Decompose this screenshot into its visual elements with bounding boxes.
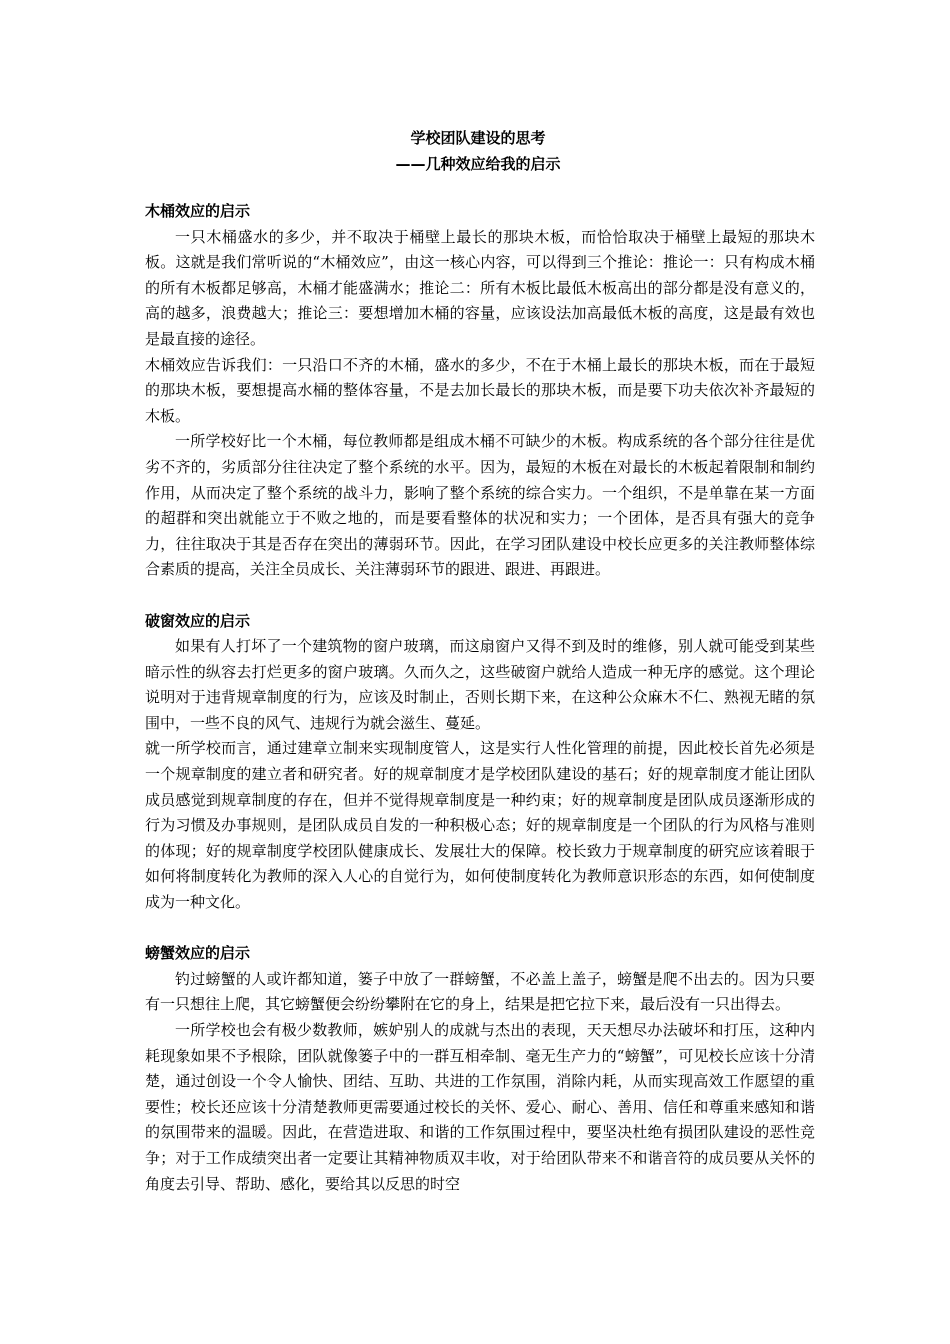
paragraph: 钓过螃蟹的人或许都知道，篓子中放了一群螃蟹，不必盖上盖子，螃蟹是爬不出去的。因为只要有一只想往上爬，其它螃蟹便会纷纷攀附在它的身上，结果是把它拉下来，最后没有一只出得去。: [145, 969, 815, 1014]
paragraph: 如果有人打坏了一个建筑物的窗户玻璃，而这扇窗户又得不到及时的维修，别人就可能受到某些暗示性的纵容去打烂更多的窗户玻璃。久而久之，这些破窗户就给人造成一种无序的感觉。这个理论说明对于违背规章制度的行为，应该及时制止，否则长期下来，在这种公众麻木不仁、熟视无睹的氛围中，一些不良的风气、违规行为就会滋生、蔓延。: [145, 637, 815, 732]
paragraph: 一所学校好比一个木桶，每位教师都是组成木桶不可缺少的木板。构成系统的各个部分往往是优劣不齐的，劣质部分往往决定了整个系统的水平。因为，最短的木板在对最长的木板起着限制和制约作用，从而决定了整个系统的战斗力，影响了整个系统的综合实力。一个组织，不是单靠在某一方面的超群和突出就能立于不败之地的，而是要看整体的状况和实力；一个团体，是否具有强大的竞争力，往往取决于其是否存在突出的薄弱环节。因此，在学习团队建设中校长应更多的关注教师整体综合素质的提高，关注全员成长、关注薄弱环节的跟进、跟进、再跟进。: [145, 432, 815, 579]
paragraph: 一所学校也会有极少数教师，嫉妒别人的成就与杰出的表现，天天想尽办法破坏和打压，这种内耗现象如果不予根除，团队就像篓子中的一群互相牵制、毫无生产力的“螃蟹”，可见校长应该十分清楚，通过创设一个令人愉快、团结、互助、共进的工作氛围，消除内耗，从而实现高效工作愿望的重要性；校长还应该十分清楚教师更需要通过校长的关怀、爱心、耐心、善用、信任和尊重来感知和谐的氛围带来的温暖。因此，在营造进取、和谐的工作氛围过程中，要坚决杜绝有损团队建设的恶性竞争；对于工作成绩突出者一定要让其精神物质双丰收，对于给团队带来不和谐音符的成员要从关怀的角度去引导、帮助、感化，要给其以反思的时空: [145, 1021, 815, 1193]
section-spacer: [145, 583, 815, 609]
section-heading-broken-window: 破窗效应的启示: [145, 611, 251, 630]
document-body: [145, 199, 815, 1197]
document-title: 学校团队建设的思考: [410, 129, 546, 147]
section-heading-crab: 螃蟹效应的启示: [145, 944, 251, 963]
paragraph: 一只木桶盛水的多少，并不取决于桶壁上最长的那块木板，而恰恰取决于桶壁上最短的那块木板。这就是我们常听说的“木桶效应”，由这一核心内容，可以得到三个推论：推论一：只有构成木桶的所有木板都足够高，木桶才能盛满水；推论二：所有木板比最低木板高出的部分都是没有意义的，高的越多，浪费越大；推论三：要想增加木桶的容量，应该设法加高最低木板的高度，这是最有效也是最直接的途径。: [145, 227, 815, 348]
title-block: [145, 125, 811, 177]
section-spacer: [145, 916, 815, 942]
document-subtitle: ——几种效应给我的启示: [395, 155, 561, 173]
paragraph: 木桶效应告诉我们：一只沿口不齐的木桶，盛水的多少，不在于木桶上最长的那块木板，而在于最短的那块木板，要想提高水桶的整体容量，不是去加长最长的那块木板，而是要下功夫依次补齐最短的木板。: [145, 355, 815, 425]
section-heading-barrel: 木桶效应的启示: [145, 202, 251, 220]
paragraph: 就一所学校而言，通过建章立制来实现制度管人，这是实行人性化管理的前提，因此校长首先必须是一个规章制度的建立者和研究者。好的规章制度才是学校团队建设的基石；好的规章制度才能让团队成员感觉到规章制度的存在，但并不觉得规章制度是一种约束；好的规章制度是团队成员逐渐形成的行为习惯及办事规则，是团队成员自发的一种积极心态；好的规章制度是一个团队的行为风格与准则的体现；好的规章制度学校团队健康成长、发展壮大的保障。校长致力于规章制度的研究应该着眼于如何将制度转化为教师的深入人心的自觉行为，如何使制度转化为教师意识形态的东西，如何使制度成为一种文化。: [145, 739, 815, 912]
